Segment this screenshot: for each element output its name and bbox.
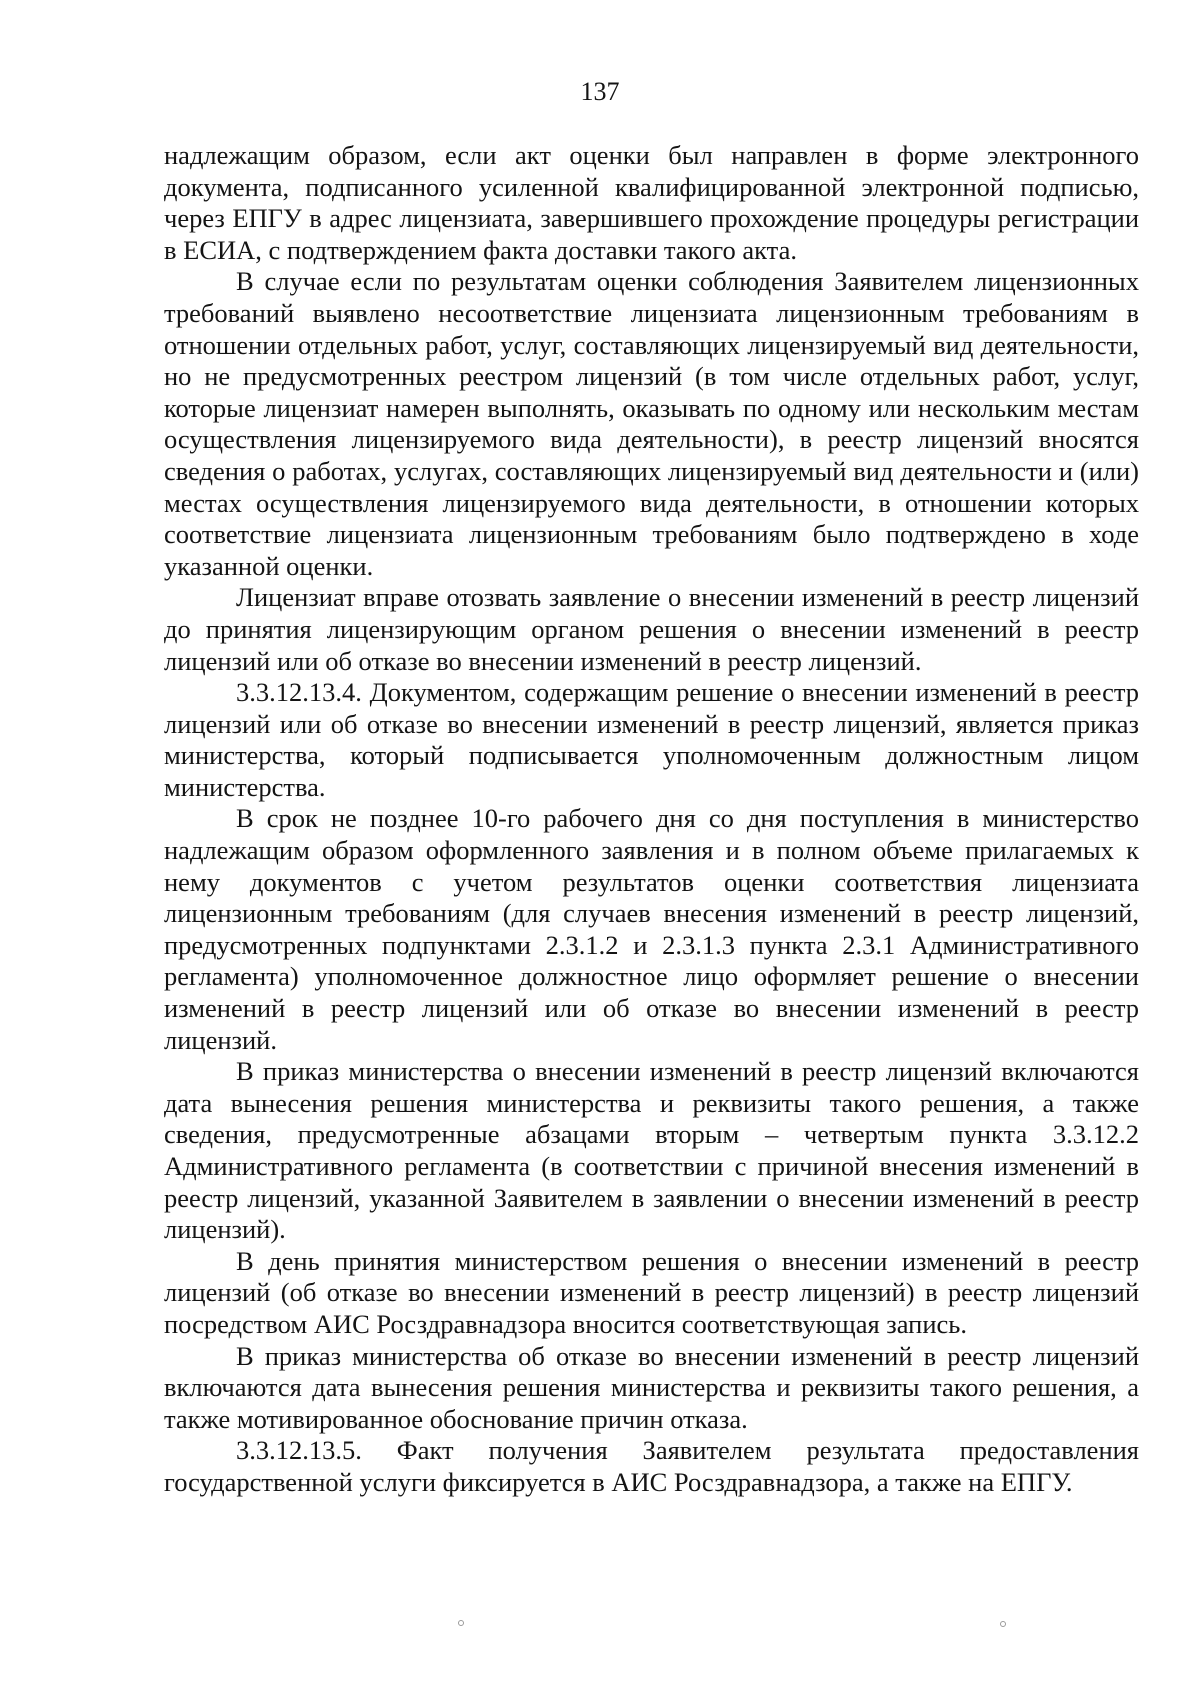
paragraph: В день принятия министерством решения о внесении изменений в реестр лицензий (об отказе во внесении изменений в реестр лицензий) в реестр лицензий посредством АИС Росздравнадзора вносится соответствующая запись. — [164, 1245, 1139, 1339]
paragraph: Лицензиат вправе отозвать заявление о внесении изменений в реестр лицензий до принятия лицензирующим органом решения о внесении изменений в реестр лицензий или об отказе во внесении изменений в реестр лицензий. — [164, 582, 1139, 676]
paragraph: 3.3.12.13.4. Документом, содержащим решение о внесении изменений в реестр лицензий или об отказе во внесении изменений в реестр лицензий, является приказ министерства, который подписывается уполномоченным должностным лицом министерства. — [164, 677, 1139, 802]
paragraph: В приказ министерства об отказе во внесении изменений в реестр лицензий включаются дата вынесения решения министерства и реквизиты такого решения, а также мотивированное обоснование причин отказа. — [164, 1340, 1139, 1434]
paragraph: 3.3.12.13.5. Факт получения Заявителем результата предоставления государственной услуги фиксируется в АИС Росздравнадзора, а также на ЕПГУ. — [164, 1435, 1139, 1497]
paragraph: В срок не позднее 10-го рабочего дня со дня поступления в министерство надлежащим образом оформленного заявления и в полном объеме прилагаемых к нему документов с учетом результатов оценки соответствия лицензиата лицензионным требованиям (для случаев внесения изменений в реестр лицензий, предусмотренных подпунктами 2.3.1.2 и 2.3.1.3 пункта 2.3.1 Административного регламента) уполномоченное должностное лицо оформляет решение о внесении изменений в реестр лицензий или об отказе во внесении изменений в реестр лицензий. — [164, 803, 1139, 1055]
scan-speck — [458, 1620, 464, 1626]
paragraph: В приказ министерства о внесении изменений в реестр лицензий включаются дата вынесения решения министерства и реквизиты такого решения, а также сведения, предусмотренные абзацами вторым – четвертым пункта 3.3.12.2 Административного регламента (в соответствии с причиной внесения изменений в реестр лицензий, указанной Заявителем в заявлении о внесении изменений в реестр лицензий). — [164, 1056, 1139, 1245]
paragraph: надлежащим образом, если акт оценки был направлен в форме электронного документа, подписанного усиленной квалифицированной электронной подписью, через ЕПГУ в адрес лицензиата, завершившего прохождение процедуры регистрации в ЕСИА, с подтверждением факта доставки такого акта. — [164, 140, 1139, 265]
page-number: 137 — [580, 77, 620, 106]
scan-speck — [1000, 1621, 1006, 1627]
paragraph: В случае если по результатам оценки соблюдения Заявителем лицензионных требований выявлено несоответствие лицензиата лицензионным требованиям в отношении отдельных работ, услуг, составляющих лицензируемый вид деятельности, но не предусмотренных реестром лицензий (в том числе отдельных работ, услуг, которые лицензиат намерен выполнять, оказывать по одному или нескольким местам осуществления лицензируемого вида деятельности), в реестр лицензий вносятся сведения о работах, услугах, составляющих лицензируемый вид деятельности и (или) местах осуществления лицензируемого вида деятельности, в отношении которых соответствие лицензиата лицензионным требованиям было подтверждено в ходе указанной оценки. — [164, 266, 1139, 581]
document-body — [164, 140, 1139, 1499]
